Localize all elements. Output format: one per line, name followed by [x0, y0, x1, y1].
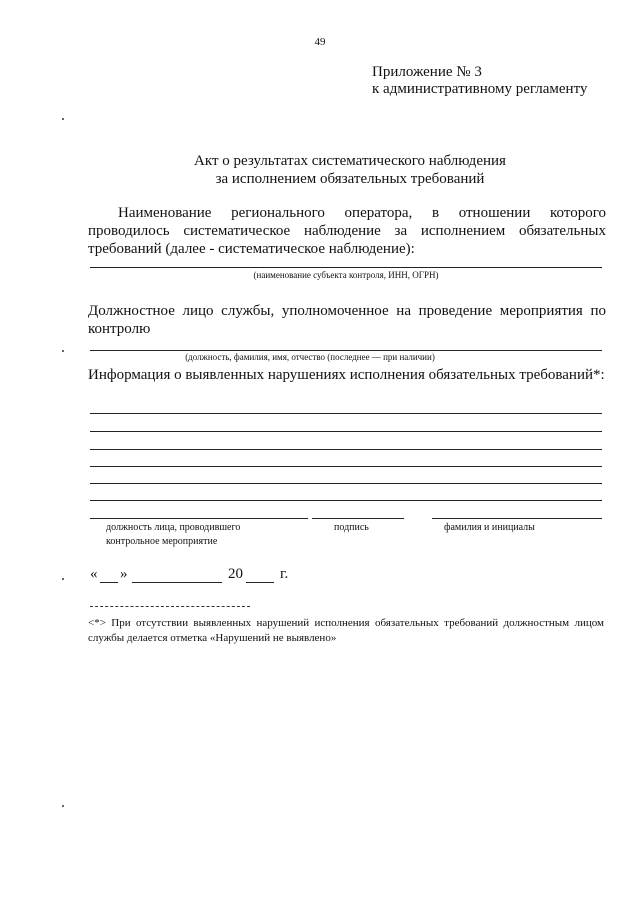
- date-close-quote: »: [120, 566, 128, 582]
- title-line-2: за исполнением обязательных требований: [215, 171, 485, 187]
- date-line: [90, 566, 310, 586]
- position-label-line-2: контрольное мероприятие: [106, 536, 218, 547]
- footnote-text: <*> При отсутствии выявленных нарушений исполнения обязательных требований должностным лицом службы делается отметка «Нарушений не выявлено»: [88, 617, 604, 644]
- document-title: [60, 152, 640, 188]
- year-prefix: 20: [228, 566, 243, 582]
- official-fill-line: [90, 350, 602, 351]
- month-fill-line: [132, 582, 222, 583]
- name-signature-line: [432, 518, 602, 519]
- scan-speck: [62, 578, 64, 580]
- name-label: фамилия и инициалы: [444, 522, 535, 533]
- operator-paragraph: Наименование регионального оператора, в отношении которого проводилось систематическое наблюдение за исполнением обязательных требований (далее - систематическое наблюдение):: [88, 205, 606, 257]
- appendix-header: [372, 64, 587, 98]
- violations-paragraph: Информация о выявленных нарушениях исполнения обязательных требований*:: [88, 367, 605, 383]
- sign-signature-line: [312, 518, 404, 519]
- title-line-1: Акт о результатах систематического наблюдения: [194, 153, 506, 169]
- position-label: [106, 521, 306, 549]
- violations-line: [90, 449, 602, 450]
- position-signature-line: [90, 518, 308, 519]
- page-number: 49: [314, 36, 326, 48]
- scan-speck: [62, 805, 64, 807]
- violations-line: [90, 483, 602, 484]
- scan-speck: [62, 350, 64, 352]
- scan-speck: [62, 118, 64, 120]
- operator-fill-line: [90, 267, 602, 268]
- violations-line: [90, 431, 602, 432]
- operator-caption: (наименование субъекта контроля, ИНН, ОГРН): [253, 270, 439, 280]
- official-caption: (должность, фамилия, имя, отчество (последнее — при наличии): [185, 352, 435, 362]
- appendix-line-1: Приложение № 3: [372, 64, 482, 80]
- position-label-line-1: должность лица, проводившего: [106, 522, 241, 533]
- footnote-separator: [90, 606, 250, 607]
- violations-line: [90, 466, 602, 467]
- official-paragraph: Должностное лицо службы, уполномоченное на проведение мероприятия по контролю: [88, 303, 606, 337]
- appendix-line-2: к административному регламенту: [372, 81, 588, 97]
- date-open-quote: «: [90, 566, 98, 582]
- violations-line: [90, 500, 602, 501]
- year-fill-line: [246, 582, 274, 583]
- violations-line: [90, 413, 602, 414]
- day-fill-line: [100, 582, 118, 583]
- year-suffix: г.: [280, 566, 289, 582]
- sign-label: подпись: [334, 522, 369, 533]
